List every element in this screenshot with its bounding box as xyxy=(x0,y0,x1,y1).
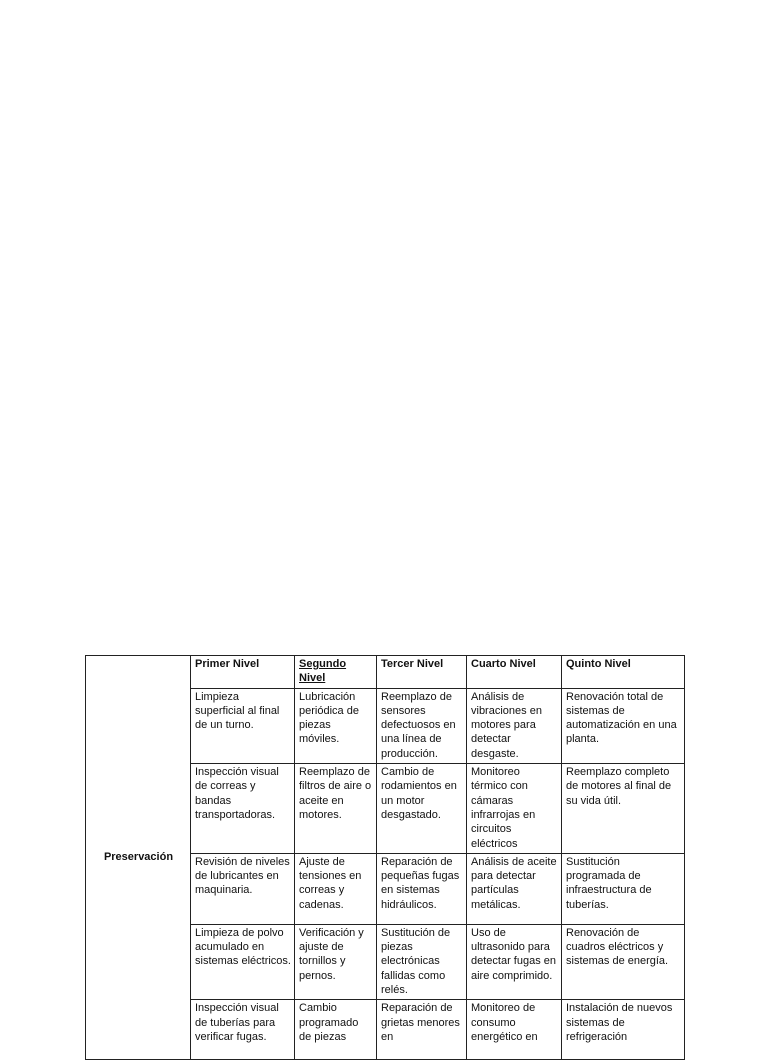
table-cell: Reparación de pequeñas fugas en sistemas hidráulicos. xyxy=(377,853,467,924)
table-cell: Renovación total de sistemas de automatización en una planta. xyxy=(562,688,685,763)
table-header-row xyxy=(86,656,685,689)
header-primer-nivel xyxy=(191,656,295,689)
table-cell: Verificación y ajuste de tornillos y pernos. xyxy=(295,924,377,999)
table-cell: Sustitución programada de infraestructura de tuberías. xyxy=(562,853,685,924)
table-cell: Análisis de aceite para detectar partículas metálicas. xyxy=(467,853,562,924)
table-cell: Uso de ultrasonido para detectar fugas en aire comprimido. xyxy=(467,924,562,999)
header-tercer-nivel xyxy=(377,656,467,689)
header-text: Quinto Nivel xyxy=(566,658,631,670)
table-cell: Limpieza superficial al final de un turno. xyxy=(191,688,295,763)
header-text: Segundo Nivel xyxy=(299,658,347,685)
table-cell: Reemplazo de sensores defectuosos en una línea de producción. xyxy=(377,688,467,763)
header-segundo-nivel xyxy=(295,656,377,689)
header-text: Primer Nivel xyxy=(195,658,260,670)
table-cell: Ajuste de tensiones en correas y cadenas. xyxy=(295,853,377,924)
table-cell: Reemplazo completo de motores al final de su vida útil. xyxy=(562,764,685,854)
header-cuarto-nivel xyxy=(467,656,562,689)
header-quinto-nivel xyxy=(562,656,685,689)
maintenance-levels-table xyxy=(85,655,685,1060)
row-label-text: Preservación xyxy=(103,851,174,864)
table-cell: Renovación de cuadros eléctricos y sistemas de energía. xyxy=(562,924,685,999)
table-cell: Cambio de rodamientos en un motor desgastado. xyxy=(377,764,467,854)
table-cell: Reparación de grietas menores en xyxy=(377,1000,467,1060)
table-cell: Instalación de nuevos sistemas de refrigeración xyxy=(562,1000,685,1060)
table-cell: Revisión de niveles de lubricantes en maquinaria. xyxy=(191,853,295,924)
table-cell: Monitoreo de consumo energético en xyxy=(467,1000,562,1060)
table-cell: Análisis de vibraciones en motores para detectar desgaste. xyxy=(467,688,562,763)
table-cell: Inspección visual de correas y bandas transportadoras. xyxy=(191,764,295,854)
row-label-preservacion xyxy=(86,656,191,1060)
table-cell: Sustitución de piezas electrónicas fallidas como relés. xyxy=(377,924,467,999)
table-cell: Inspección visual de tuberías para verificar fugas. xyxy=(191,1000,295,1060)
table-cell: Cambio programado de piezas xyxy=(295,1000,377,1060)
table-cell: Limpieza de polvo acumulado en sistemas eléctricos. xyxy=(191,924,295,999)
table-cell: Lubricación periódica de piezas móviles. xyxy=(295,688,377,763)
table-cell: Monitoreo térmico con cámaras infrarrojas en circuitos eléctricos xyxy=(467,764,562,854)
table-cell: Reemplazo de filtros de aire o aceite en motores. xyxy=(295,764,377,854)
header-text: Tercer Nivel xyxy=(381,658,444,670)
header-text: Cuarto Nivel xyxy=(471,658,536,670)
